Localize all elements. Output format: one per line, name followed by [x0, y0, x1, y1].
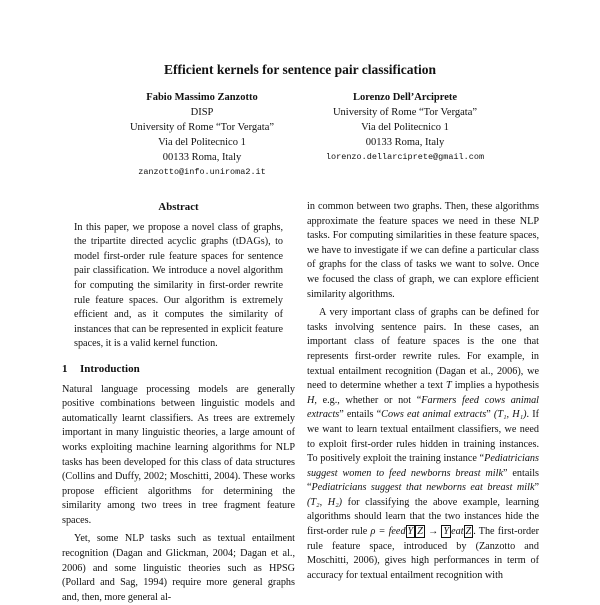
right-paragraph-2: [307, 306, 539, 583]
left-column: [62, 200, 295, 605]
author-1-name: Fabio Massimo Zanzotto: [146, 92, 258, 103]
text-run: , e.g., whether or not “: [314, 394, 422, 406]
author-1-affiliation-dept: DISP: [190, 107, 214, 118]
text-run: . If we want to learn textual entailment classifiers, we need to exploit first-order rules hidden in training instances. To positively exploit the training instance “: [307, 409, 539, 465]
text-run: ” entails “: [339, 409, 382, 421]
author-1-address-street: Via del Politecnico 1: [158, 137, 246, 148]
author-2: [305, 90, 505, 165]
right-column: [307, 200, 539, 583]
example-2-text: Pediatricians suggest women to feed newborns breast milk: [307, 453, 539, 479]
rule-slot-z: Z: [417, 526, 423, 538]
example-1-hypothesis: Cows eat animal extracts: [381, 409, 487, 421]
text-run: A very important class of graphs can be defined for tasks involving sentence pairs. In these cases, an important class of feature spaces is the one that represents first-order rewrite rules. For example, in textual entailment recognition (Dagan et al., 2006), we need to determine whether a text: [307, 307, 539, 392]
rule-slot-y: Y: [407, 526, 414, 538]
author-2-email: lorenzo.dellarciprete@gmail.com: [325, 152, 485, 162]
author-2-address-street: Via del Politecnico 1: [361, 122, 449, 133]
example-1-text: Farmers feed cows animal extracts: [307, 394, 540, 421]
intro-paragraph-2: Yet, some NLP tasks such as textual entailment recognition (Dagan and Glickman, 2004; Dagan et al., 2006) and some linguistic theories such as HPSG (Pollard and Sag, 1994) require more general graphs and, then, more general al-: [62, 533, 295, 603]
author-1-affiliation-univ: University of Rome “Tor Vergata”: [129, 122, 275, 133]
math-var-t: T: [445, 380, 452, 392]
pair-1: (T₁, H₁): [493, 409, 527, 421]
text-run: . The first-order rule feature space, introduced by (Zanzotto and Moschitti, 2006), gives high performances in term of accuracy for textual entailment recognition with: [307, 526, 540, 581]
pair-2: (T₂, H₂): [307, 496, 343, 508]
rule-slot-y-2: Y: [443, 526, 450, 538]
author-1-email: zanzotto@info.uniroma2.it: [138, 167, 266, 177]
right-paragraph-1: in common between two graphs. Then, these algorithms approximate the feature spaces we need in these NLP tasks. For computing similarities in these feature spaces, we have to investigate if we can define a particular class of graphs for the class of tasks we want to solve. Once we focused the class of graph, we can explore efficient similarity algorithms.: [307, 201, 539, 300]
section-title: Introduction: [80, 362, 140, 375]
text-run: ” entails “: [307, 467, 539, 494]
text-run: ”: [534, 482, 539, 494]
example-2-hypothesis: Pediatricians suggest that newborns eat breast milk: [311, 482, 535, 494]
text-run: for classifying the above example, learning algorithms should learn that the two instances hide the first-order rule: [307, 496, 539, 538]
author-2-name: Lorenzo Dell’Arciprete: [352, 92, 458, 103]
intro-paragraph-1: Natural language processing models are generally positive combinations between linguistic models and automatically learnt classifiers. As trees are extremely important in many linguistic theories, a large amount of works exploiting machine learning algorithms for NLP tasks has been developed for this class of data structures (Collins and Duffy, 2002; Moschitti, 2004). These works propose efficient algorithms for determining the similarity among two trees in tree fragment feature spaces.: [62, 383, 295, 526]
rule-arrow: →: [428, 526, 439, 538]
text-run: ”: [486, 409, 494, 421]
author-1: [112, 90, 292, 180]
rule-eat: eat: [451, 526, 464, 538]
section-number: 1: [62, 362, 68, 375]
math-var-h: H: [307, 394, 315, 406]
author-2-affiliation-univ: University of Rome “Tor Vergata”: [332, 107, 478, 118]
author-2-address-city: 00133 Roma, Italy: [365, 137, 445, 148]
text-run: implies a hypothesis: [451, 380, 539, 392]
section-heading-introduction: [62, 362, 295, 377]
rule-rho: ρ =: [370, 526, 386, 538]
rule-feed: feed: [388, 526, 406, 538]
abstract-body: In this paper, we propose a novel class of graphs, the tripartite directed acyclic graphs (tDAGs), to model first-order rule feature spaces for sentence pair classification. We introduce a novel algorithm for computing the similarity in first-order rewrite rule feature spaces. Our algorithm is extremely efficient and, as it computes the similarity of instances that can be represented in explicit feature spaces, it is a valid kernel function.: [74, 221, 283, 350]
rule-slot-z-2: Z: [465, 526, 472, 538]
paper-title: Efficient kernels for sentence pair classification: [163, 62, 437, 77]
author-1-address-city: 00133 Roma, Italy: [162, 152, 242, 163]
abstract-heading: Abstract: [158, 201, 199, 213]
